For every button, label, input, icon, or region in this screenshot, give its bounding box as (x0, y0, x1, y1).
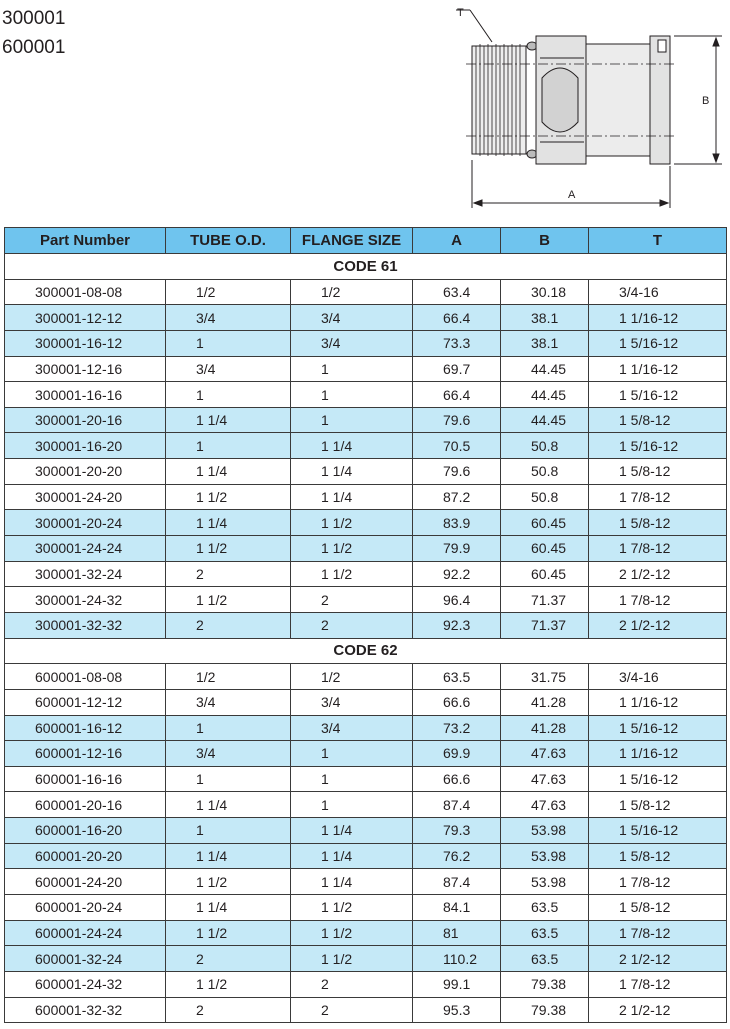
cell-t: 1 7/8-12 (589, 587, 727, 613)
table-row (5, 997, 727, 1023)
cell-t: 2 1/2-12 (589, 561, 727, 587)
cell-part-number: 600001-16-12 (5, 715, 166, 741)
cell-t: 1 5/8-12 (589, 407, 727, 433)
cell-tube-od: 1 1/4 (166, 407, 291, 433)
cell-flange-size: 3/4 (291, 715, 413, 741)
cell-b: 79.38 (501, 971, 589, 997)
cell-part-number: 300001-08-08 (5, 279, 166, 305)
cell-t: 1 1/16-12 (589, 305, 727, 331)
cell-flange-size: 2 (291, 997, 413, 1023)
cell-part-number: 300001-24-20 (5, 484, 166, 510)
cell-a: 66.6 (413, 689, 501, 715)
cell-part-number: 600001-32-32 (5, 997, 166, 1023)
cell-a: 81 (413, 920, 501, 946)
cell-b: 31.75 (501, 664, 589, 690)
cell-part-number: 600001-20-16 (5, 792, 166, 818)
cell-b: 71.37 (501, 587, 589, 613)
cell-part-number: 600001-32-24 (5, 946, 166, 972)
cell-part-number: 300001-24-24 (5, 536, 166, 562)
cell-flange-size: 3/4 (291, 330, 413, 356)
cell-part-number: 600001-12-12 (5, 689, 166, 715)
cell-b: 71.37 (501, 612, 589, 638)
cell-a: 87.2 (413, 484, 501, 510)
cell-part-number: 600001-20-20 (5, 843, 166, 869)
dimension-label-t: T (457, 7, 464, 19)
table-row (5, 766, 727, 792)
cell-part-number: 600001-12-16 (5, 741, 166, 767)
section-title: CODE 61 (5, 254, 727, 280)
section-title: CODE 62 (5, 638, 727, 664)
cell-b: 44.45 (501, 382, 589, 408)
cell-b: 63.5 (501, 920, 589, 946)
cell-a: 83.9 (413, 510, 501, 536)
table-row (5, 818, 727, 844)
cell-t: 1 1/16-12 (589, 356, 727, 382)
cell-a: 66.4 (413, 305, 501, 331)
cell-b: 38.1 (501, 305, 589, 331)
cell-a: 73.3 (413, 330, 501, 356)
table-row (5, 484, 727, 510)
table-row (5, 869, 727, 895)
cell-a: 95.3 (413, 997, 501, 1023)
cell-a: 73.2 (413, 715, 501, 741)
table-body (5, 254, 727, 1023)
cell-flange-size: 1 1/4 (291, 459, 413, 485)
cell-a: 69.7 (413, 356, 501, 382)
cell-t: 1 5/16-12 (589, 433, 727, 459)
part-number-codes (2, 4, 65, 62)
table-row (5, 741, 727, 767)
table-row (5, 664, 727, 690)
cell-a: 69.9 (413, 741, 501, 767)
cell-part-number: 300001-20-20 (5, 459, 166, 485)
cell-t: 1 5/16-12 (589, 382, 727, 408)
cell-a: 79.9 (413, 536, 501, 562)
cell-b: 60.45 (501, 536, 589, 562)
cell-t: 1 5/8-12 (589, 510, 727, 536)
cell-b: 53.98 (501, 869, 589, 895)
cell-b: 47.63 (501, 766, 589, 792)
cell-flange-size: 1 1/2 (291, 536, 413, 562)
table-header-row (5, 228, 727, 254)
cell-part-number: 300001-16-12 (5, 330, 166, 356)
cell-part-number: 600001-24-24 (5, 920, 166, 946)
cell-flange-size: 3/4 (291, 305, 413, 331)
cell-t: 1 5/8-12 (589, 895, 727, 921)
dimension-label-b: B (702, 95, 710, 107)
cell-flange-size: 1 1/2 (291, 946, 413, 972)
cell-flange-size: 1 1/4 (291, 818, 413, 844)
cell-t: 3/4-16 (589, 664, 727, 690)
cell-t: 1 5/8-12 (589, 459, 727, 485)
cell-part-number: 300001-16-20 (5, 433, 166, 459)
cell-b: 50.8 (501, 433, 589, 459)
dimension-label-a: A (568, 189, 576, 201)
cell-a: 66.4 (413, 382, 501, 408)
cell-tube-od: 3/4 (166, 689, 291, 715)
cell-a: 87.4 (413, 792, 501, 818)
fitting-technical-drawing (430, 0, 730, 222)
table-row (5, 689, 727, 715)
cell-a: 99.1 (413, 971, 501, 997)
cell-tube-od: 1 1/4 (166, 895, 291, 921)
table-row (5, 279, 727, 305)
table-row (5, 305, 727, 331)
table-row (5, 612, 727, 638)
cell-t: 2 1/2-12 (589, 946, 727, 972)
cell-part-number: 300001-32-32 (5, 612, 166, 638)
cell-b: 53.98 (501, 818, 589, 844)
cell-tube-od: 1 1/4 (166, 843, 291, 869)
table-row (5, 459, 727, 485)
cell-a: 92.2 (413, 561, 501, 587)
header-flange-size: FLANGE SIZE (291, 228, 413, 254)
cell-b: 53.98 (501, 843, 589, 869)
cell-a: 79.6 (413, 407, 501, 433)
table-row (5, 356, 727, 382)
cell-b: 44.45 (501, 407, 589, 433)
header-a: A (413, 228, 501, 254)
cell-flange-size: 1 (291, 407, 413, 433)
cell-tube-od: 3/4 (166, 305, 291, 331)
cell-tube-od: 1 1/2 (166, 920, 291, 946)
part-code-2: 600001 (2, 37, 66, 58)
cell-flange-size: 1 (291, 766, 413, 792)
cell-tube-od: 2 (166, 612, 291, 638)
cell-part-number: 300001-12-12 (5, 305, 166, 331)
cell-part-number: 600001-16-20 (5, 818, 166, 844)
cell-tube-od: 2 (166, 561, 291, 587)
cell-tube-od: 1 (166, 382, 291, 408)
table-row (5, 382, 727, 408)
specification-table (4, 227, 727, 1023)
cell-a: 87.4 (413, 869, 501, 895)
cell-flange-size: 2 (291, 587, 413, 613)
cell-tube-od: 1/2 (166, 664, 291, 690)
cell-t: 1 7/8-12 (589, 920, 727, 946)
cell-b: 50.8 (501, 459, 589, 485)
cell-b: 38.1 (501, 330, 589, 356)
cell-flange-size: 1 1/4 (291, 843, 413, 869)
cell-a: 96.4 (413, 587, 501, 613)
cell-part-number: 600001-08-08 (5, 664, 166, 690)
table-row (5, 895, 727, 921)
cell-tube-od: 1 1/2 (166, 484, 291, 510)
cell-tube-od: 1 (166, 715, 291, 741)
cell-flange-size: 2 (291, 612, 413, 638)
cell-b: 44.45 (501, 356, 589, 382)
cell-b: 60.45 (501, 510, 589, 536)
cell-tube-od: 1 1/4 (166, 459, 291, 485)
table-row (5, 433, 727, 459)
cell-flange-size: 1 1/4 (291, 484, 413, 510)
table-row (5, 510, 727, 536)
cell-tube-od: 1 (166, 433, 291, 459)
cell-part-number: 300001-20-24 (5, 510, 166, 536)
cell-part-number: 300001-16-16 (5, 382, 166, 408)
cell-t: 2 1/2-12 (589, 612, 727, 638)
section-row (5, 254, 727, 280)
header-t: T (589, 228, 727, 254)
cell-b: 47.63 (501, 792, 589, 818)
table-row (5, 561, 727, 587)
table-row (5, 407, 727, 433)
cell-b: 41.28 (501, 689, 589, 715)
cell-t: 1 1/16-12 (589, 741, 727, 767)
cell-a: 66.6 (413, 766, 501, 792)
cell-t: 1 5/8-12 (589, 843, 727, 869)
header-b: B (501, 228, 589, 254)
cell-b: 47.63 (501, 741, 589, 767)
cell-t: 1 1/16-12 (589, 689, 727, 715)
cell-flange-size: 1 1/4 (291, 433, 413, 459)
cell-a: 92.3 (413, 612, 501, 638)
cell-part-number: 300001-20-16 (5, 407, 166, 433)
table-row (5, 946, 727, 972)
table-row (5, 715, 727, 741)
cell-a: 70.5 (413, 433, 501, 459)
cell-tube-od: 1 (166, 818, 291, 844)
cell-tube-od: 1 1/4 (166, 510, 291, 536)
cell-flange-size: 1 (291, 356, 413, 382)
cell-tube-od: 3/4 (166, 356, 291, 382)
cell-flange-size: 2 (291, 971, 413, 997)
cell-tube-od: 2 (166, 997, 291, 1023)
cell-flange-size: 1 1/2 (291, 561, 413, 587)
table-row (5, 587, 727, 613)
cell-t: 1 7/8-12 (589, 869, 727, 895)
table-row (5, 792, 727, 818)
cell-flange-size: 3/4 (291, 689, 413, 715)
cell-a: 84.1 (413, 895, 501, 921)
cell-tube-od: 1 1/2 (166, 971, 291, 997)
cell-part-number: 600001-24-20 (5, 869, 166, 895)
cell-tube-od: 1 1/2 (166, 587, 291, 613)
table-row (5, 330, 727, 356)
cell-b: 63.5 (501, 895, 589, 921)
cell-t: 1 7/8-12 (589, 484, 727, 510)
table-row (5, 971, 727, 997)
cell-t: 3/4-16 (589, 279, 727, 305)
cell-flange-size: 1 1/2 (291, 895, 413, 921)
cell-flange-size: 1 1/2 (291, 920, 413, 946)
part-code-1: 300001 (2, 8, 66, 29)
cell-flange-size: 1 (291, 741, 413, 767)
cell-tube-od: 1 (166, 330, 291, 356)
cell-part-number: 300001-32-24 (5, 561, 166, 587)
cell-tube-od: 2 (166, 946, 291, 972)
cell-tube-od: 1 1/2 (166, 869, 291, 895)
cell-t: 1 5/16-12 (589, 330, 727, 356)
cell-t: 2 1/2-12 (589, 997, 727, 1023)
header-tube-od: TUBE O.D. (166, 228, 291, 254)
cell-a: 63.5 (413, 664, 501, 690)
cell-t: 1 7/8-12 (589, 536, 727, 562)
cell-flange-size: 1/2 (291, 279, 413, 305)
cell-b: 79.38 (501, 997, 589, 1023)
cell-part-number: 300001-24-32 (5, 587, 166, 613)
table-row (5, 920, 727, 946)
cell-t: 1 5/8-12 (589, 792, 727, 818)
cell-b: 41.28 (501, 715, 589, 741)
cell-t: 1 5/16-12 (589, 715, 727, 741)
cell-flange-size: 1 (291, 792, 413, 818)
cell-a: 79.6 (413, 459, 501, 485)
cell-b: 60.45 (501, 561, 589, 587)
section-row (5, 638, 727, 664)
cell-t: 1 5/16-12 (589, 818, 727, 844)
cell-tube-od: 1 1/2 (166, 536, 291, 562)
table-row (5, 536, 727, 562)
cell-a: 63.4 (413, 279, 501, 305)
cell-b: 30.18 (501, 279, 589, 305)
table-row (5, 843, 727, 869)
cell-part-number: 300001-12-16 (5, 356, 166, 382)
cell-a: 79.3 (413, 818, 501, 844)
cell-tube-od: 1/2 (166, 279, 291, 305)
cell-part-number: 600001-24-32 (5, 971, 166, 997)
cell-tube-od: 1 (166, 766, 291, 792)
cell-flange-size: 1 1/2 (291, 510, 413, 536)
cell-part-number: 600001-20-24 (5, 895, 166, 921)
cell-tube-od: 1 1/4 (166, 792, 291, 818)
cell-flange-size: 1/2 (291, 664, 413, 690)
cell-flange-size: 1 (291, 382, 413, 408)
cell-b: 50.8 (501, 484, 589, 510)
cell-t: 1 5/16-12 (589, 766, 727, 792)
cell-a: 76.2 (413, 843, 501, 869)
cell-b: 63.5 (501, 946, 589, 972)
cell-t: 1 7/8-12 (589, 971, 727, 997)
cell-part-number: 600001-16-16 (5, 766, 166, 792)
cell-tube-od: 3/4 (166, 741, 291, 767)
cell-a: 110.2 (413, 946, 501, 972)
header-part-number: Part Number (5, 228, 166, 254)
cell-flange-size: 1 1/4 (291, 869, 413, 895)
